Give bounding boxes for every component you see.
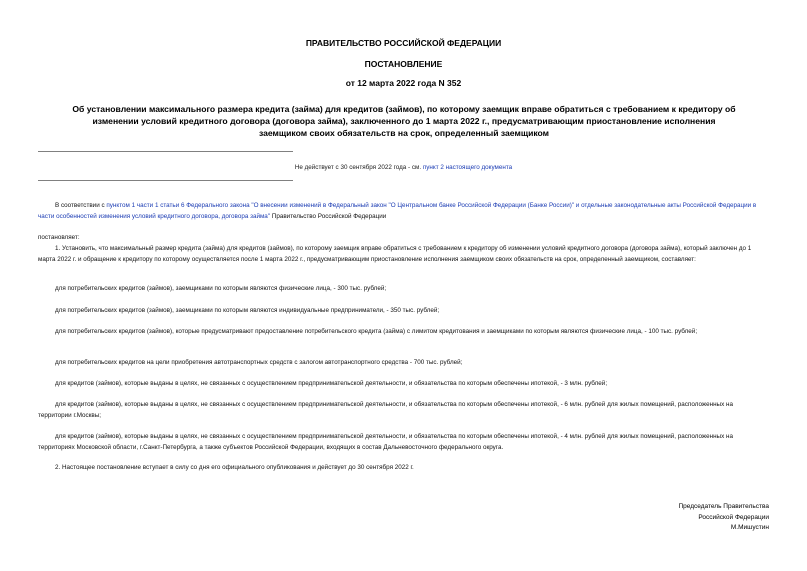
item-entrepreneurs: для потребительских кредитов (займов), заемщиками по которым являются индивидуальные предприниматели, - 350 тыс. рублей; (55, 307, 440, 314)
preamble-prefix: В соответствии с (55, 202, 107, 209)
status-note (0, 164, 807, 171)
document-title: Об установлении максимального размера кредита (займа) для кредитов (займов), по которому заемщик вправе обратиться с требованием к кредитору об изменении условий кредитного договора (договора займа), заключенного до 1 марта 2022 г., предусматривающим приостановление исполнения заемщиком своих обязательств на срок, определенный заемщиком (72, 104, 736, 138)
top-divider (38, 151, 293, 152)
preamble-law-link[interactable]: пунктом 1 части 1 статьи 6 Федерального закона "О внесении изменений в Федеральный закон "О Центральном банке Российской Федерации (Банке России)" и отдельные законодательные акты Российской Федерации в части особенностей изменения условий кредитного договора, договора займа" (38, 202, 757, 220)
doc-type-heading: ПОСТАНОВЛЕНИЕ (364, 59, 443, 69)
item-individuals: для потребительских кредитов (займов), заемщиками по которым являются физические лица, - 300 тыс. рублей; (55, 285, 387, 292)
decrees-word: постановляет: (38, 234, 80, 241)
item-credit-limit: для потребительских кредитов (займов), которые предусматривают предоставление потребительского кредита (займа) с лимитом кредитования и заемщиками по которым являются физические лица, - 100 тыс. рублей; (55, 328, 698, 335)
signature-position: Председатель Правительства (678, 503, 769, 510)
paragraph-2: 2. Настоящее постановление вступает в силу со дня его официального опубликования и действует до 30 сентября 2022 г. (55, 464, 414, 471)
signature-country: Российской Федерации (698, 513, 769, 521)
paragraph-1: 1. Установить, что максимальный размер кредита (займа) для кредитов (займов), по которому заемщик вправе обратиться с требованием к кредитору об изменении условий кредитного договора (договора займа), который заключен до 1 марта 2022 г. и обращение к кредитору по которому осуществляется после 1 марта 2022 г., предусматривающим приостановление исполнения заемщиком своих обязательств на срок, определенный заемщиком, составляет: (38, 245, 752, 263)
item-mortgage-general: для кредитов (займов), которые выданы в целях, не связанных с осуществлением предпринимательской деятельности, и обязательства по которым обеспечены ипотекой, - 3 млн. рублей; (55, 380, 608, 387)
status-link[interactable]: пункт 2 настоящего документа (422, 164, 513, 171)
item-auto-loans: для потребительских кредитов на цели приобретения автотранспортных средств с залогом автотранспортного средства - 700 тыс. рублей; (55, 359, 463, 366)
preamble (38, 200, 768, 222)
status-text: Не действует с 30 сентября 2022 года - см. (294, 164, 423, 171)
item-mortgage-moscow: для кредитов (займов), которые выданы в целях, не связанных с осуществлением предпринимательской деятельности, и обязательства по которым обеспечены ипотекой, - 6 млн. рублей для жилых помещений, расположенных на территории г.Москвы; (38, 401, 733, 419)
signature-name: М.Мишустин (730, 524, 769, 531)
item-mortgage-regions: для кредитов (займов), которые выданы в целях, не связанных с осуществлением предпринимательской деятельности, и обязательства по которым обеспечены ипотекой, - 4 млн. рублей для жилых помещений, расположенных на территориях Московской области, г.Санкт-Петербурга, а также субъектов Российской Федерации, входящих в состав Дальневосточного федерального округа. (38, 433, 733, 451)
date-number: от 12 марта 2022 года N 352 (345, 78, 462, 88)
government-heading: ПРАВИТЕЛЬСТВО РОССИЙСКОЙ ФЕДЕРАЦИИ (305, 38, 502, 48)
signature-block (678, 502, 769, 534)
bottom-divider (38, 180, 293, 181)
preamble-suffix: Правительство Российской Федерации (270, 213, 387, 220)
